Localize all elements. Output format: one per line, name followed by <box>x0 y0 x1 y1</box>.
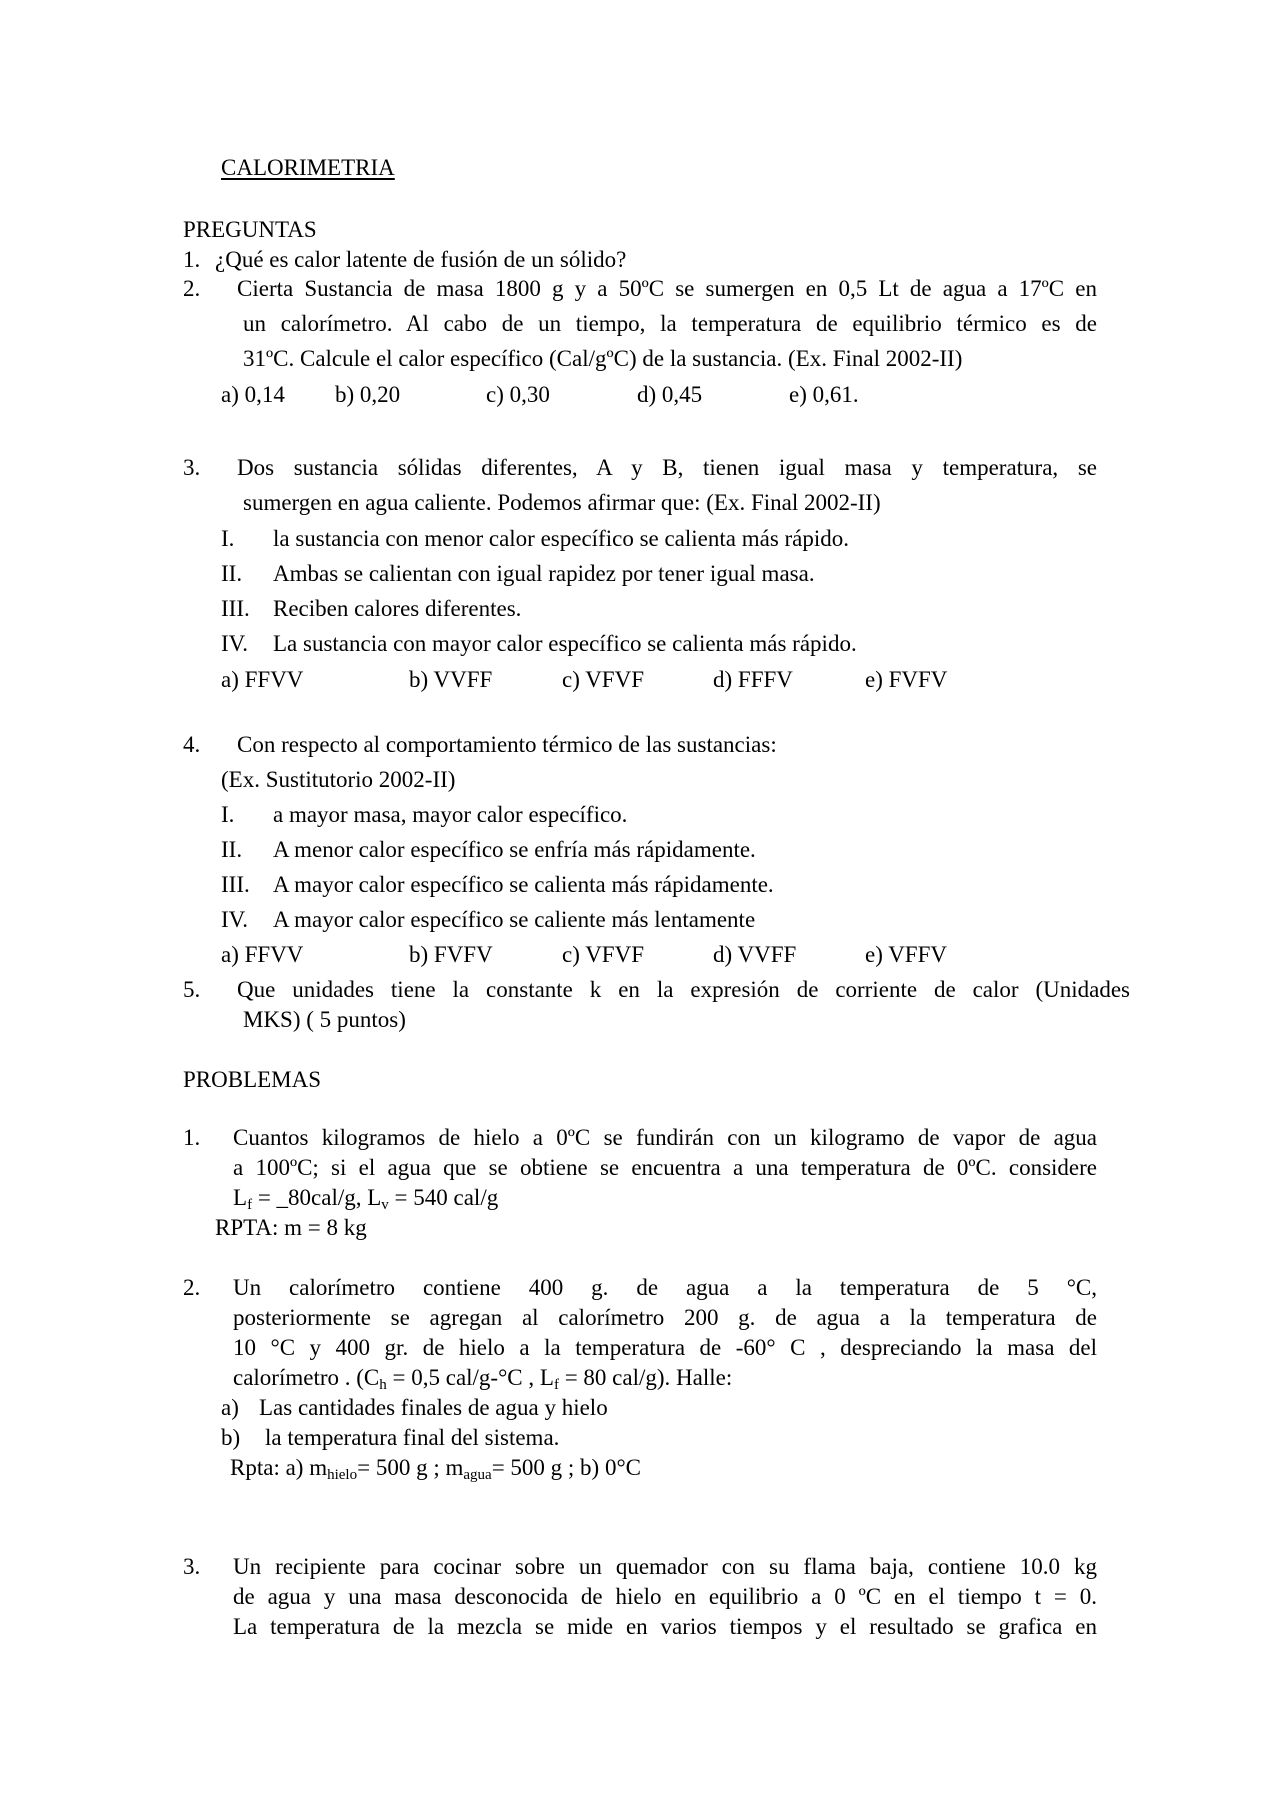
problem-3-number: 3. <box>183 1554 201 1579</box>
question-4-roman: III. <box>221 872 250 897</box>
question-4-option: a) FFVV <box>221 942 304 967</box>
question-3-item: Ambas se calientan con igual rapidez por tener igual masa. <box>273 561 815 586</box>
question-4-item: A mayor calor específico se calienta más rápidamente. <box>273 872 774 897</box>
question-3-roman: I. <box>221 526 235 551</box>
problem-2-subitem: la temperatura final del sistema. <box>265 1425 560 1450</box>
problem-1-line: a 100ºC; si el agua que se obtiene se encuentra a una temperatura de 0ºC. considere <box>233 1155 1097 1180</box>
question-5-number: 5. <box>183 977 201 1002</box>
question-3-option: e) FVFV <box>865 667 948 692</box>
question-2-option: b) 0,20 <box>335 382 401 407</box>
question-2-option: a) 0,14 <box>221 382 285 407</box>
question-2-option: d) 0,45 <box>637 382 703 407</box>
page-title: CALORIMETRIA <box>221 155 395 180</box>
question-3-item: Reciben calores diferentes. <box>273 596 522 621</box>
problem-2-line: 10 °C y 400 gr. de hielo a la temperatura de -60° C , despreciando la masa del <box>233 1335 1097 1360</box>
question-3-item: La sustancia con mayor calor específico se calienta más rápido. <box>273 631 857 656</box>
question-4-roman: IV. <box>221 907 249 932</box>
question-2-option: c) 0,30 <box>486 382 550 407</box>
question-2-line: un calorímetro. Al cabo de un tiempo, la temperatura de equilibrio térmico es de <box>243 311 1097 336</box>
question-2-line: 31ºC. Calcule el calor específico (Cal/gºC) de la sustancia. (Ex. Final 2002-II) <box>243 346 963 371</box>
question-4-option: d) VVFF <box>713 942 797 967</box>
question-3-roman: IV. <box>221 631 249 656</box>
problem-1-number: 1. <box>183 1125 201 1150</box>
preguntas-heading: PREGUNTAS <box>183 217 317 242</box>
problem-1-answer: RPTA: m = 8 kg <box>215 1215 367 1240</box>
question-4-item: A mayor calor específico se caliente más lentamente <box>273 907 756 932</box>
question-3-option: b) VVFF <box>409 667 493 692</box>
problem-3-line: La temperatura de la mezcla se mide en varios tiempos y el resultado se grafica en <box>233 1614 1097 1639</box>
question-4-option: c) VFVF <box>562 942 645 967</box>
question-4-item: A menor calor específico se enfría más rápidamente. <box>273 837 756 862</box>
problem-2-answer: Rpta: a) $m_{hielo}= 500$ g ; $m_{agua}= 500$ g ; b) 0°C <box>230 1455 641 1483</box>
problemas-heading: PROBLEMAS <box>183 1067 322 1092</box>
question-3-option: a) FFVV <box>221 667 304 692</box>
problem-3-line: de agua y una masa desconocida de hielo en equilibrio a 0 ºC en el tiempo t = 0. <box>233 1584 1097 1609</box>
problem-1-line: Cuantos kilogramos de hielo a 0ºC se fundirán con un kilogramo de vapor de agua <box>233 1125 1097 1150</box>
question-3-roman: III. <box>221 596 250 621</box>
question-5-line: MKS) ( 5 puntos) <box>243 1007 406 1032</box>
question-2-number: 2. <box>183 276 201 301</box>
question-3-option: d) FFFV <box>713 667 793 692</box>
problem-2-line: Un calorímetro contiene 400 g. de agua a la temperatura de 5 °C, <box>233 1275 1097 1300</box>
question-1-number: 1. <box>183 247 201 272</box>
question-3-line: Dos sustancia sólidas diferentes, A y B, tienen igual masa y temperatura, se <box>237 455 1097 480</box>
question-3-number: 3. <box>183 455 201 480</box>
question-2-line: Cierta Sustancia de masa 1800 g y a 50ºC se sumergen en 0,5 Lt de agua a 17ºC en <box>237 276 1097 301</box>
problem-2-subitem-letter: b) <box>221 1425 241 1450</box>
problem-2-subitem: Las cantidades finales de agua y hielo <box>259 1395 608 1420</box>
question-4-option: b) FVFV <box>409 942 493 967</box>
question-3-item: la sustancia con menor calor específico se calienta más rápido. <box>273 526 850 551</box>
question-4-number: 4. <box>183 732 201 757</box>
question-5-line: Que unidades tiene la constante k en la expresión de corriente de calor (Unidades <box>237 977 1130 1002</box>
question-4-line: Con respecto al comportamiento térmico de las sustancias: <box>237 732 777 757</box>
problem-2-line: posteriormente se agregan al calorímetro 200 g. de agua a la temperatura de <box>233 1305 1097 1330</box>
problem-2-subitem-letter: a) <box>221 1395 239 1420</box>
question-3-option: c) VFVF <box>562 667 645 692</box>
question-3-line: sumergen en agua caliente. Podemos afirmar que: (Ex. Final 2002-II) <box>243 490 881 515</box>
question-4-option: e) VFFV <box>865 942 948 967</box>
question-4-roman: II. <box>221 837 243 862</box>
problem-1-constants: $L_f$ = _80cal/g, $L_v = 540$ cal/g <box>233 1185 499 1213</box>
problem-2-line: calorímetro . ($C_h = 0,5$ cal/g-°C , $L_f = 80$ cal/g). Halle: <box>233 1365 733 1393</box>
question-1-text: ¿Qué es calor latente de fusión de un sólido? <box>215 247 627 272</box>
question-4-roman: I. <box>221 802 235 827</box>
question-3-roman: II. <box>221 561 243 586</box>
question-4-item: a mayor masa, mayor calor específico. <box>273 802 628 827</box>
problem-2-number: 2. <box>183 1275 201 1300</box>
question-4-line: (Ex. Sustitutorio 2002-II) <box>221 767 456 792</box>
problem-3-line: Un recipiente para cocinar sobre un quemador con su flama baja, contiene 10.0 kg <box>233 1554 1097 1579</box>
question-2-option: e) 0,61. <box>789 382 859 407</box>
